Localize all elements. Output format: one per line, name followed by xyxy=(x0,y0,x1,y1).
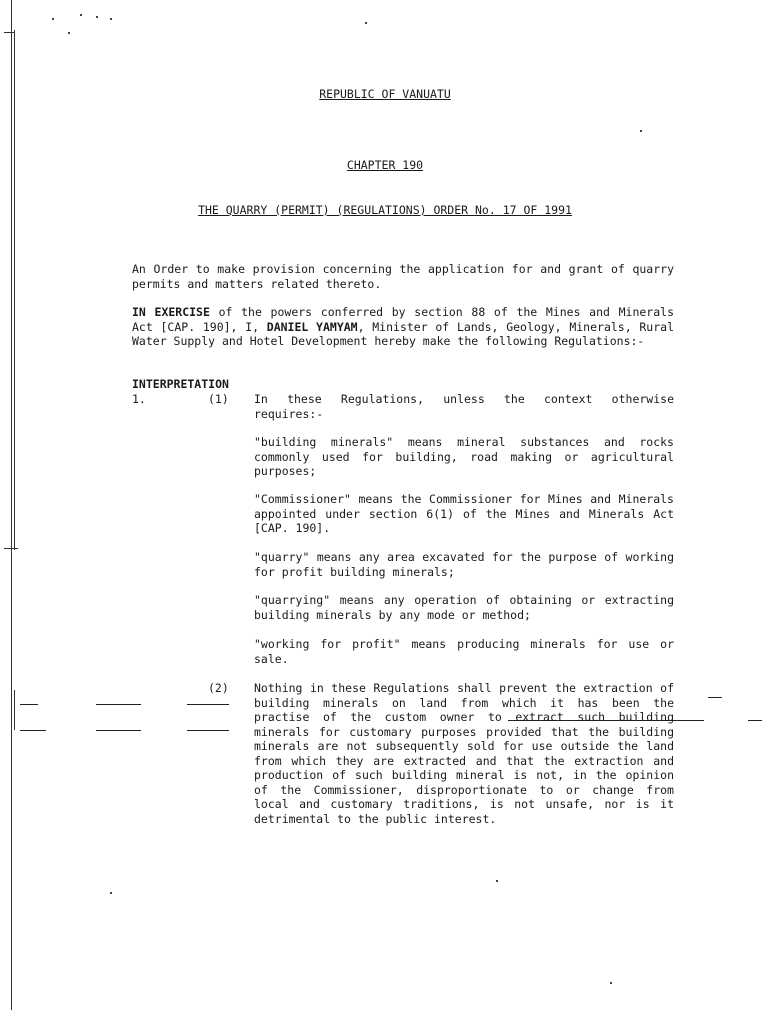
scan-speck xyxy=(96,16,98,18)
definition-text: means the Commissioner for Mines and Minerals appointed under section 6(1) of the Mines and Minerals Act [CAP. 190]. xyxy=(254,492,674,535)
scan-speck xyxy=(365,22,367,24)
scan-speck xyxy=(640,130,642,132)
chapter-heading-text: CHAPTER 190 xyxy=(346,158,424,172)
margin-mark xyxy=(748,720,762,721)
definition-working-for-profit xyxy=(254,637,674,666)
scan-speck xyxy=(110,18,112,20)
definition-term: "working for profit" xyxy=(254,637,401,651)
definition-commissioner xyxy=(254,492,674,536)
minister-name: DANIEL YAMYAM xyxy=(266,319,358,334)
scan-speck xyxy=(110,892,112,894)
country-heading-text: REPUBLIC OF VANUATU xyxy=(319,87,451,101)
exercise-paragraph xyxy=(132,305,674,349)
order-title-text: THE QUARRY (PERMIT) (REGULATIONS) ORDER No. 17 OF 1991 xyxy=(198,203,572,217)
scan-speck xyxy=(68,32,70,34)
section-number: 1. xyxy=(132,392,146,406)
definition-text: means any area excavated for the purpose of working for profit building minerals; xyxy=(254,550,674,579)
scan-speck xyxy=(52,18,54,20)
margin-mark xyxy=(708,697,722,698)
margin-mark xyxy=(20,704,38,705)
subsection-2-text: Nothing in these Regulations shall prevent the extraction of building minerals on land from which it has been the practise of the custom owner to extract such building minerals for customary purposes provided that the building minerals are not subsequently sold for use outside the land from which they are extracted and that the extraction and production of such building mineral is not, in the opinion of the Commissioner, disproportionate to or change from local and customary traditions, is not unsafe, nor is it detrimental to the public interest. xyxy=(254,681,674,826)
scan-speck xyxy=(610,982,612,984)
scan-edge-line xyxy=(14,30,15,550)
margin-mark xyxy=(96,704,141,705)
definition-term: "building minerals" xyxy=(254,435,394,449)
subsection-1-text: In these Regulations, unless the context otherwise requires:- xyxy=(254,392,674,421)
subsection-1-label: (1) xyxy=(208,392,229,406)
scan-edge-line xyxy=(11,0,12,1010)
exercise-part2: , Minister of Lands, Geology, Minerals, Rural Water Supply and Hotel Development hereby make the following Regulations:- xyxy=(132,319,674,348)
exercise-part1: of the powers conferred by section 88 of the Mines and Minerals Act [CAP. 190], I, xyxy=(132,305,675,334)
scan-speck xyxy=(80,14,82,16)
margin-mark xyxy=(187,730,229,731)
definition-building-minerals xyxy=(254,435,674,479)
order-title xyxy=(0,203,770,217)
definition-term: "Commissioner" xyxy=(254,492,351,506)
definition-quarry xyxy=(254,550,674,579)
margin-mark xyxy=(20,730,46,731)
definition-quarrying xyxy=(254,593,674,622)
scan-edge-tick xyxy=(14,690,15,730)
exercise-lead: IN EXERCISE xyxy=(132,305,210,319)
country-heading xyxy=(0,87,770,101)
chapter-heading xyxy=(0,158,770,172)
margin-mark xyxy=(96,730,141,731)
definition-text: means producing minerals for use or sale. xyxy=(254,637,674,666)
definition-text: means any operation of obtaining or extracting building minerals by any mode or method; xyxy=(254,593,674,622)
scan-speck xyxy=(496,880,498,882)
section-heading: INTERPRETATION xyxy=(132,377,229,391)
definition-term: "quarry" xyxy=(254,550,310,564)
margin-mark xyxy=(187,704,229,705)
scan-edge-tick xyxy=(4,548,18,549)
scan-edge-tick xyxy=(4,32,14,33)
intro-paragraph: An Order to make provision concerning the application for and grant of quarry permits and matters related thereto. xyxy=(132,262,674,291)
subsection-2-label: (2) xyxy=(208,681,229,695)
definition-term: "quarrying" xyxy=(254,593,331,607)
definition-text: means mineral substances and rocks commonly used for building, road making or agricultural purposes; xyxy=(254,435,674,478)
